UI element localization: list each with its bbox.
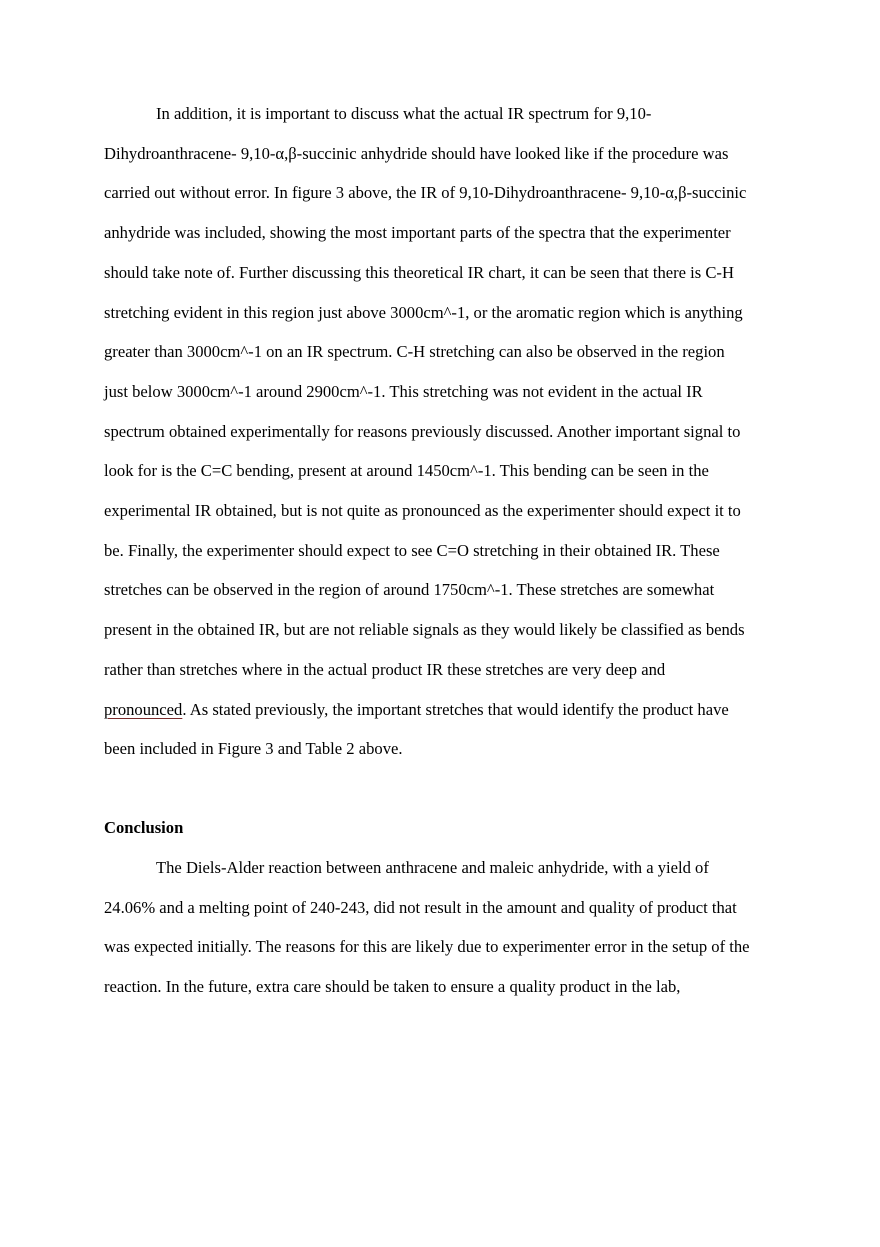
paragraph-line: look for is the C=C bending, present at around 1450cm^-1. This bending can be seen in the: [104, 461, 709, 481]
paragraph-line: stretches can be observed in the region of around 1750cm^-1. These stretches are somewhat: [104, 580, 715, 600]
conclusion-paragraph: [104, 848, 784, 1007]
paragraph-line: greater than 3000cm^-1 on an IR spectrum. C-H stretching can also be observed in the region: [104, 342, 725, 362]
paragraph-line: be. Finally, the experimenter should expect to see C=O stretching in their obtained IR. These: [104, 540, 720, 560]
paragraph-line: 24.06% and a melting point of 240-243, did not result in the amount and quality of product that: [104, 897, 737, 917]
paragraph-line: spectrum obtained experimentally for reasons previously discussed. Another important signal to: [104, 421, 741, 441]
paragraph-line: reaction. In the future, extra care should be taken to ensure a quality product in the lab,: [104, 977, 681, 997]
paragraph-line: was expected initially. The reasons for this are likely due to experimenter error in the setup of the: [104, 937, 750, 957]
paragraph-line: carried out without error. In figure 3 above, the IR of 9,10-Dihydroanthracene- 9,10-α,β-succinic: [104, 183, 747, 203]
paragraph-line: just below 3000cm^-1 around 2900cm^-1. This stretching was not evident in the actual IR: [104, 381, 703, 401]
paragraph-line: should take note of. Further discussing this theoretical IR chart, it can be seen that there is C-H: [104, 262, 734, 282]
paragraph-line: anhydride was included, showing the most important parts of the spectra that the experimenter: [104, 223, 731, 243]
paragraph-line-rest: . As stated previously, the important stretches that would identify the product have: [182, 699, 729, 719]
paragraph-line: [104, 690, 784, 730]
conclusion-heading: Conclusion: [104, 818, 184, 837]
paragraph-line: stretching evident in this region just above 3000cm^-1, or the aromatic region which is anything: [104, 302, 743, 322]
paragraph-line: Dihydroanthracene- 9,10-α,β-succinic anhydride should have looked like if the procedure was: [104, 143, 729, 163]
paragraph-line: In addition, it is important to discuss what the actual IR spectrum for 9,10-: [156, 104, 652, 123]
ir-discussion-paragraph: [104, 94, 784, 769]
paragraph-line: rather than stretches where in the actual product IR these stretches are very deep and: [104, 659, 666, 679]
spellcheck-underlined-word: pronounced: [104, 699, 183, 719]
paragraph-line: The Diels-Alder reaction between anthracene and maleic anhydride, with a yield of: [156, 858, 709, 877]
paragraph-line: experimental IR obtained, but is not quite as pronounced as the experimenter should expect it to: [104, 501, 741, 521]
paragraph-line: present in the obtained IR, but are not reliable signals as they would likely be classified as bends: [104, 620, 745, 640]
paragraph-line: been included in Figure 3 and Table 2 above.: [104, 739, 403, 759]
